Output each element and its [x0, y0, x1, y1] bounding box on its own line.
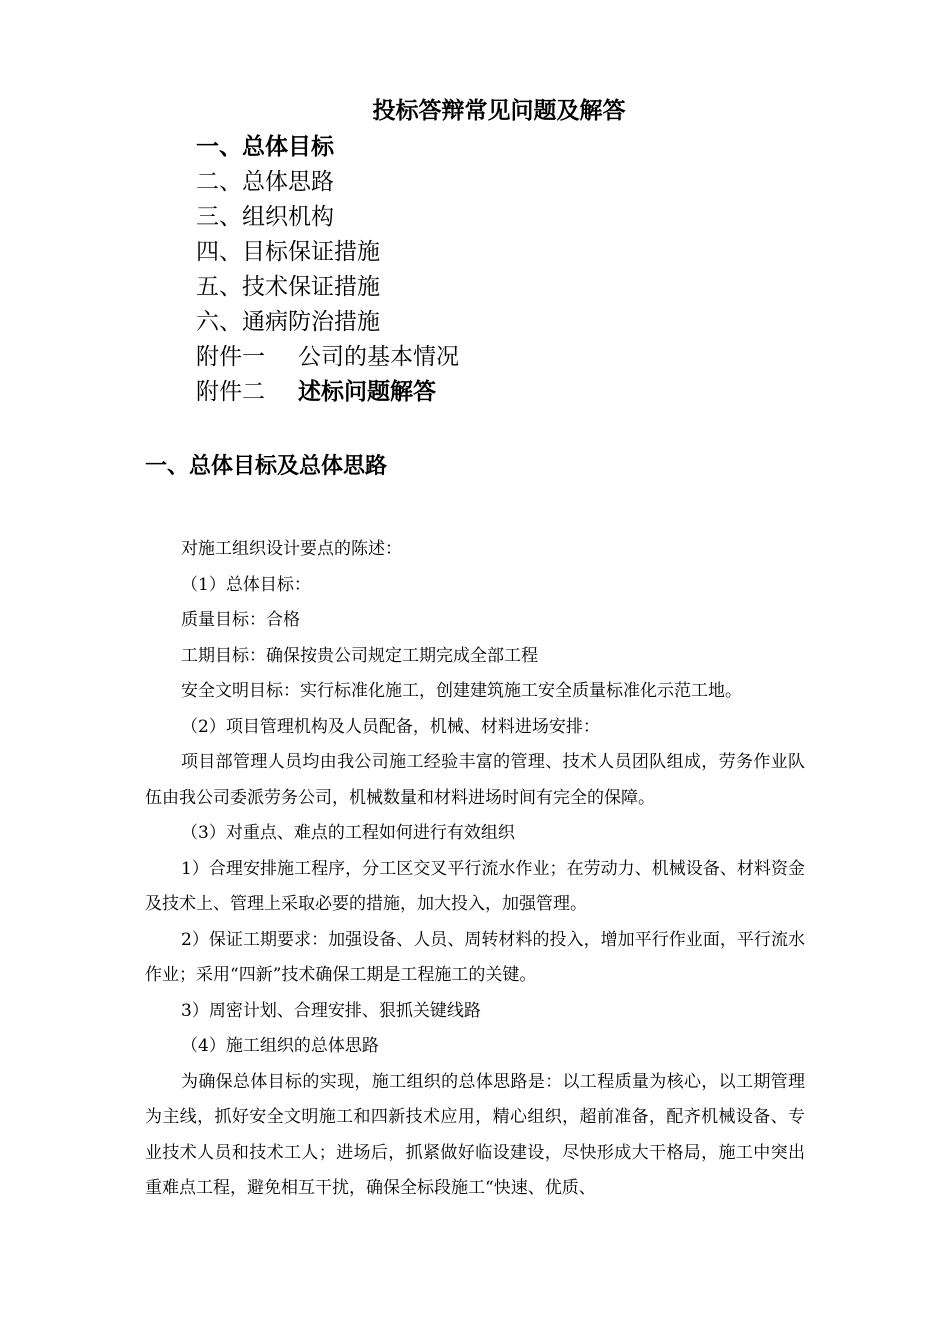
paragraph: （2）项目管理机构及人员配备，机械、材料进场安排：	[181, 716, 600, 737]
toc-item-text: 六、通病防治措施	[196, 309, 380, 335]
toc-item	[196, 305, 459, 340]
attachment-label: 附件一	[196, 344, 265, 370]
toc-item	[196, 235, 459, 270]
paragraph: （3）对重点、难点的工程如何进行有效组织	[181, 823, 515, 843]
table-of-contents	[196, 130, 459, 410]
attachment-text: 述标问题解答	[298, 379, 436, 405]
paragraph: 项目部管理人员均由我公司施工经验丰富的管理、技术人员团队组成，劳务作业队伍由我公司委派劳务公司，机械数量和材料进场时间有完全的保障。	[145, 752, 805, 808]
paragraph: 1）合理安排施工程序，分工区交叉平行流水作业；在劳动力、机械设备、材料资金及技术上、管理上采取必要的措施，加大投入，加强管理。	[145, 858, 805, 914]
toc-item-text: 四、目标保证措施	[196, 239, 380, 265]
toc-item-text: 三、组织机构	[196, 204, 334, 230]
attachment-label: 附件二	[196, 379, 265, 405]
paragraph: （1）总体目标：	[181, 574, 311, 595]
toc-item	[196, 130, 459, 165]
paragraph: 安全文明目标：实行标准化施工，创建建筑施工安全质量标准化示范工地。	[181, 681, 742, 701]
document-title: 投标答辩常见问题及解答	[372, 98, 626, 124]
paragraph: 为确保总体目标的实现，施工组织的总体思路是：以工程质量为核心，以工期管理为主线，抓好安全文明施工和四新技术应用，精心组织，超前准备，配齐机械设备、专业技术人员和技术工人；进场后，抓紧做好临设建设，尽快形成大干格局，施工中突出重难点工程，避免相互干扰，确保全标段施工“快速、优质、	[145, 1071, 805, 1198]
paragraph: （4）施工组织的总体思路	[181, 1036, 379, 1056]
toc-attachment-item	[196, 340, 459, 375]
toc-item-text: 五、技术保证措施	[196, 274, 380, 300]
paragraph: 3）周密计划、合理安排、狠抓关键线路	[181, 1000, 481, 1021]
section-heading: 一、总体目标及总体思路	[145, 454, 388, 479]
paragraph: 对施工组织设计要点的陈述：	[181, 539, 402, 559]
attachment-text: 公司的基本情况	[298, 344, 459, 370]
body-text	[145, 532, 805, 1207]
toc-attachment-item	[196, 375, 459, 410]
toc-item	[196, 200, 459, 235]
toc-item	[196, 165, 459, 200]
toc-item-text: 二、总体思路	[196, 169, 334, 195]
paragraph: 2）保证工期要求：加强设备、人员、周转材料的投入，增加平行作业面，平行流水作业；采用“四新”技术确保工期是工程施工的关键。	[145, 929, 805, 985]
toc-item	[196, 270, 459, 305]
paragraph: 工期目标：确保按贵公司规定工期完成全部工程	[181, 645, 538, 666]
paragraph: 质量目标：合格	[181, 610, 300, 630]
toc-item-text: 一、总体目标	[196, 134, 334, 160]
